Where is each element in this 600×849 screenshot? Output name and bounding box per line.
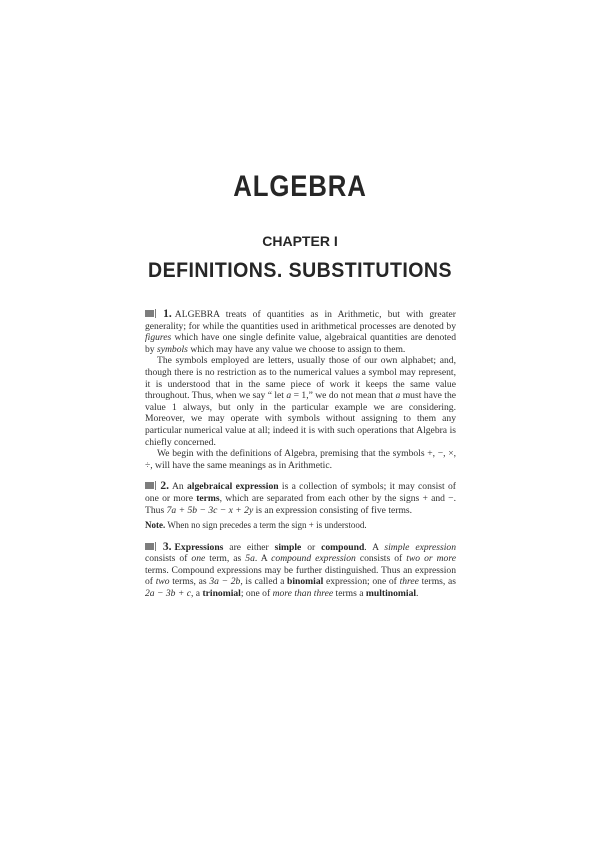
chapter-label: CHAPTER I <box>262 233 338 249</box>
text: or <box>301 541 322 553</box>
section-number: 1. <box>163 308 172 320</box>
italic-term: figures <box>145 332 172 344</box>
text: is a collection of symbols; it may consist of one or more <box>145 481 456 504</box>
text: . A <box>254 553 272 565</box>
text: , which are separated from each other by the signs + and −. Thus <box>145 492 456 516</box>
math-symbol: a <box>286 390 292 402</box>
defined-term: algebraical expression <box>186 481 279 493</box>
section-marker-icon <box>145 481 156 493</box>
defined-term: terms <box>196 492 220 504</box>
section-1-paragraph-2 <box>145 355 456 448</box>
text: An <box>171 481 187 493</box>
text: consists of <box>145 553 192 565</box>
text: , is called a <box>240 576 288 588</box>
section-1-paragraph-1 <box>145 309 456 355</box>
defined-term: simple <box>274 541 302 553</box>
text: = 1,” we do not mean that <box>291 390 396 402</box>
text: expression; one of <box>323 576 400 588</box>
text: , a <box>191 588 203 600</box>
math-expression: 7a + 5b − 3c − x + 2y <box>166 504 254 516</box>
text: is an expression consisting of five terms. <box>253 504 413 516</box>
section-1-paragraph-3: We begin with the definitions of Algebra, premising that the symbols +, −, ×, ÷, will have the same meanings as in Arithmetic. <box>145 448 456 471</box>
chapter-body <box>145 309 456 600</box>
italic-term: more than three <box>272 588 334 600</box>
italic-term: simple expression <box>384 541 456 553</box>
text: term, as <box>205 553 246 565</box>
note-label: Note. <box>145 520 166 531</box>
text: must have the value 1 always, but only in the particular example we are considering. Moreover, we may operate with symbols without assigning to them any particular numerical value at all; indeed it is with such operations that Algebra is chiefly concerned. <box>145 390 457 448</box>
italic-term: three <box>399 576 419 588</box>
italic-term: two <box>155 576 170 588</box>
note-text: When no sign precedes a term the sign + is understood. <box>165 520 367 531</box>
text: The symbols employed are letters, usually those of our own alphabet; and, though there is no restriction as to the numerical values a symbol may represent, it is understood that in the same piece of work it keeps the same value throughout. Thus, when we say “ let <box>145 355 456 402</box>
text: ALGEBRA treats of quantities as in Arithmetic, but with greater generality; for while the quantities used in arithmetical processes are denoted by <box>145 309 456 332</box>
defined-term: compound <box>321 541 365 553</box>
math-symbol: a <box>395 390 401 402</box>
text: consists of <box>355 553 407 565</box>
text: terms, as <box>169 576 210 588</box>
italic-term: one <box>191 553 206 565</box>
math-expression: 3a − 2b <box>209 576 241 588</box>
italic-term: two or more <box>406 553 456 565</box>
text: terms. Compound expressions may be further distinguished. Thus an expression of <box>145 564 456 588</box>
text: . <box>416 588 419 600</box>
italic-term: compound expression <box>271 553 356 565</box>
section-marker-icon <box>145 309 156 321</box>
section-2-paragraph <box>145 481 456 516</box>
note <box>145 520 456 532</box>
text: which have one single definite value, algebraical quantities are denoted by <box>145 332 456 355</box>
text: are either <box>223 541 275 553</box>
italic-term: symbols <box>157 343 188 355</box>
defined-term: multinomial <box>365 588 417 600</box>
section-3-paragraph <box>145 542 456 600</box>
section-number: 2. <box>160 480 169 493</box>
math-expression: 2a − 3b + c <box>145 588 191 600</box>
section-number: 3. <box>162 540 172 553</box>
chapter-title: DEFINITIONS. SUBSTITUTIONS <box>148 259 452 282</box>
text: ; one of <box>240 588 273 600</box>
text: terms, as <box>418 576 456 588</box>
book-title: ALGEBRA <box>233 170 367 203</box>
defined-term: Expressions <box>174 541 224 553</box>
text: terms a <box>333 588 366 600</box>
text: . A <box>364 541 385 553</box>
text: which may have any value we choose to assign to them. <box>187 343 406 355</box>
defined-term: binomial <box>287 576 324 588</box>
defined-term: trinomial <box>202 588 241 600</box>
section-marker-icon <box>145 542 156 554</box>
math-expression: 5a <box>245 553 255 565</box>
